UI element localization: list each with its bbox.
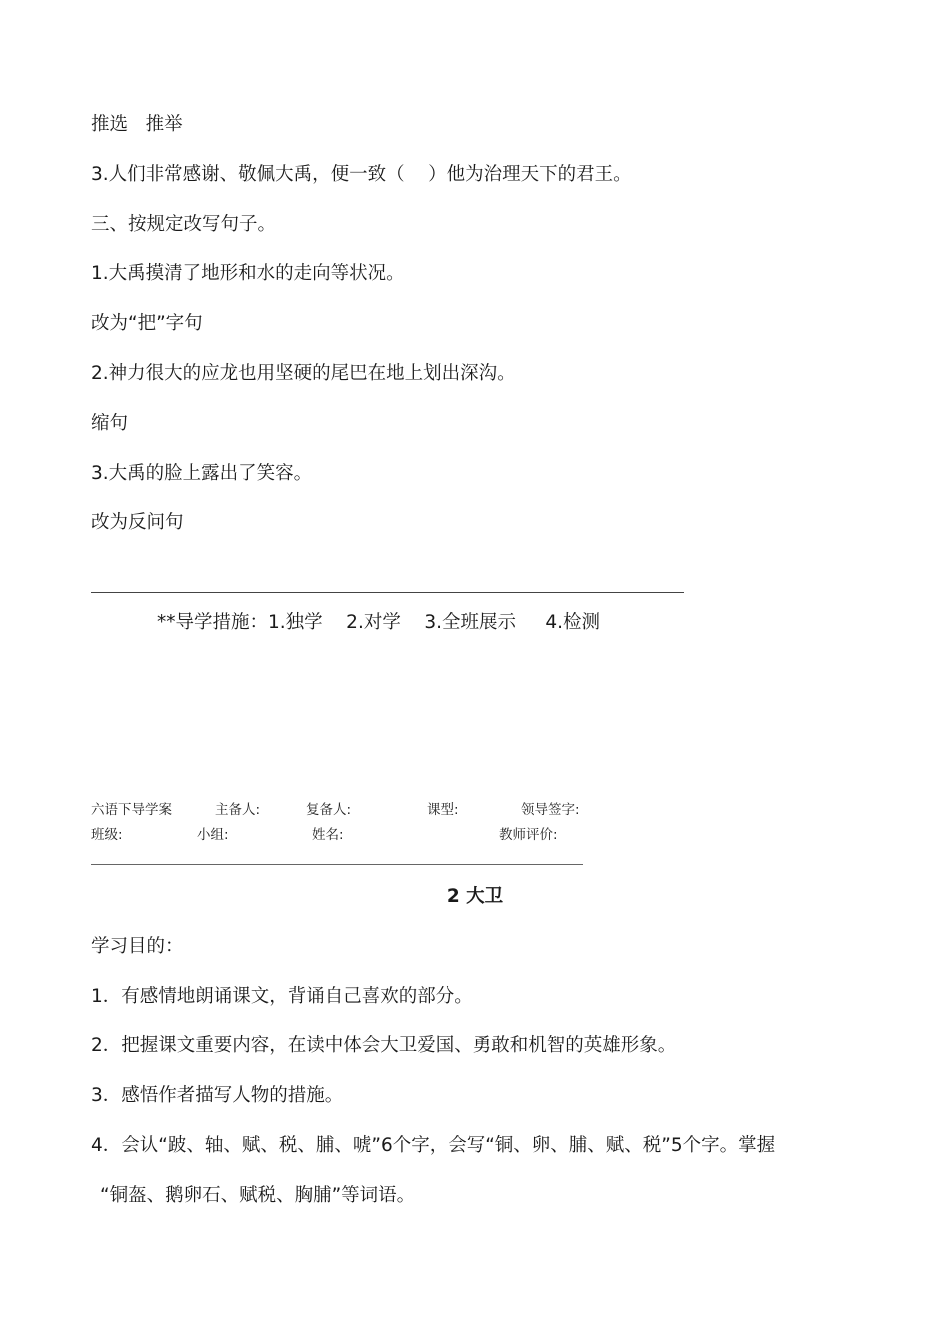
co-preparer-label: 复备人:: [306, 802, 352, 818]
section-heading: 三、按规定改写句子。: [91, 214, 277, 235]
divider-line: [91, 592, 684, 593]
leader-sign-label: 领导签字:: [521, 802, 580, 818]
lesson-type-label: 课型:: [427, 802, 459, 818]
guidance-measures: **导学措施：1.独学 2.对学 3.全班展示 4.检测: [157, 612, 601, 633]
header-divider: [91, 864, 583, 865]
sentence-3: 3.大禹的脸上露出了笑容。: [91, 463, 313, 484]
course-label: 六语下导学案: [91, 802, 172, 818]
group-label: 小组:: [197, 827, 229, 843]
goal-4-line-2: “铜盔、鹅卵石、赋税、胸脯”等词语。: [100, 1185, 416, 1206]
sentence-2-task: 缩句: [91, 413, 129, 434]
class-label: 班级:: [91, 827, 123, 843]
sentence-3-task: 改为反问句: [91, 512, 184, 533]
word-options: 推选 推举: [91, 114, 183, 135]
goal-3: 3．感悟作者描写人物的措施。: [91, 1085, 344, 1106]
sentence-2: 2.神力很大的应龙也用坚硬的尾巴在地上划出深沟。: [91, 363, 516, 384]
sentence-1: 1.大禹摸清了地形和水的走向等状况。: [91, 263, 405, 284]
goals-heading: 学习目的：: [91, 936, 184, 957]
question-3: 3.人们非常感谢、敬佩大禹，便一致（ ）他为治理天下的君王。: [91, 164, 632, 185]
lesson-title: 2 大卫: [446, 886, 504, 907]
sentence-1-task: 改为“把”字句: [91, 313, 203, 334]
name-label: 姓名:: [312, 827, 344, 843]
goal-4-line-1: 4．会认“跛、轴、赋、税、脯、唬”6个字，会写“铜、卵、脯、赋、税”5个字。掌握: [91, 1135, 776, 1156]
goal-2: 2．把握课文重要内容，在读中体会大卫爱国、勇敢和机智的英雄形象。: [91, 1035, 677, 1056]
teacher-eval-label: 教师评价:: [499, 827, 558, 843]
main-preparer-label: 主备人:: [215, 802, 261, 818]
goal-1: 1．有感情地朗诵课文，背诵自己喜欢的部分。: [91, 986, 473, 1007]
